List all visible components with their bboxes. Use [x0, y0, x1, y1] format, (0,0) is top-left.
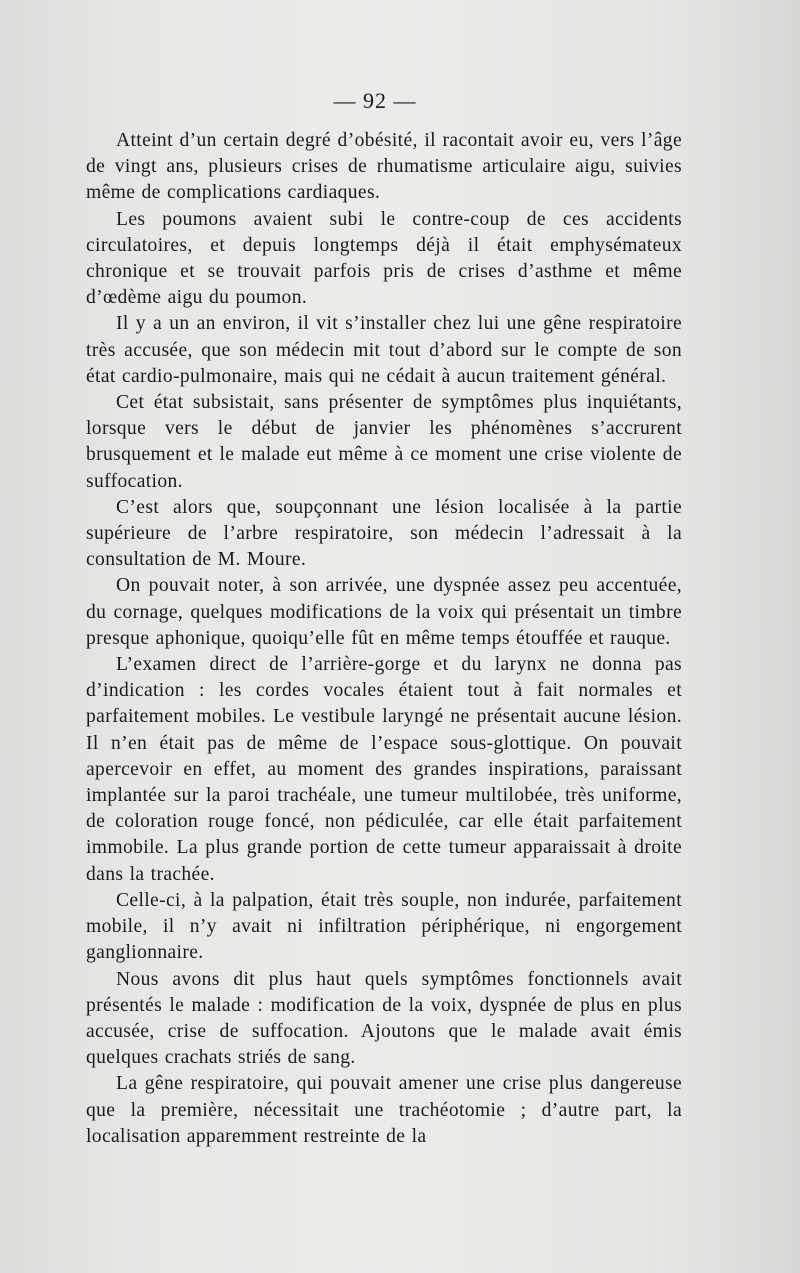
body-text	[86, 128, 682, 1150]
paragraph-1: Atteint d’un certain degré d’obésité, il racontait avoir eu, vers l’âge de vingt ans, plusieurs crises de rhumatisme articulaire aigu, suivies même de complications cardiaques.	[86, 130, 682, 204]
paragraph-6: On pouvait noter, à son arrivée, une dyspnée assez peu accentuée, du cornage, quelques modifications de la voix qui présentait un timbre presque aphonique, quoiqu’elle fût en même temps étouffée et rauque.	[86, 575, 682, 649]
paragraph-7: L’examen direct de l’arrière-gorge et du larynx ne donna pas d’indication : les cordes vocales étaient tout à fait normales et parfaitement mobiles. Le vestibule laryngé ne présentait aucune lésion. Il n’en était pas de même de l’espace sous-glottique. On pouvait apercevoir en effet, au moment des grandes inspirations, paraissant implantée sur la paroi trachéale, une tumeur multilobée, très uniforme, de coloration rouge foncé, non pédiculée, car elle était parfaitement immobile. La plus grande portion de cette tumeur apparaissait à droite dans la trachée.	[86, 654, 682, 885]
paragraph-2: Les poumons avaient subi le contre-coup de ces accidents circulatoires, et depuis longtemps déjà il était emphysémateux chronique et se trouvait parfois pris de crises d’asthme et même d’œdème aigu du poumon.	[86, 208, 682, 309]
paragraph-3: Il y a un an environ, il vit s’installer chez lui une gêne respiratoire très accusée, que son médecin mit tout d’abord sur le compte de son état cardio-pulmonaire, mais qui ne cédait à aucun traitement général.	[86, 313, 682, 387]
paragraph-5: C’est alors que, soupçonnant une lésion localisée à la partie supérieure de l’arbre respiratoire, son médecin l’adressait à la consultation de M. Moure.	[86, 496, 682, 571]
paragraph-9: Nous avons dit plus haut quels symptômes fonctionnels avait présentés le malade : modification de la voix, dyspnée de plus en plus accusée, crise de suffocation. Ajoutons que le malade avait émis quelques crachats striés de sang.	[86, 968, 682, 1069]
paragraph-8: Celle-ci, à la palpation, était très souple, non indurée, parfaitement mobile, il n’y avait ni infiltration périphérique, ni engorgement ganglionnaire.	[86, 889, 682, 964]
paragraph-10: La gêne respiratoire, qui pouvait amener une crise plus dangereuse que la première, nécessitait une trachéotomie ; d’autre part, la localisation apparemment restreinte de la	[86, 1073, 682, 1147]
paragraph-4: Cet état subsistait, sans présenter de symptômes plus inquiétants, lorsque vers le début de janvier les phénomènes s’accrurent brusquement et le malade eut même à ce moment une crise violente de suffocation.	[86, 392, 682, 492]
page-number: — 92 —	[333, 88, 417, 113]
